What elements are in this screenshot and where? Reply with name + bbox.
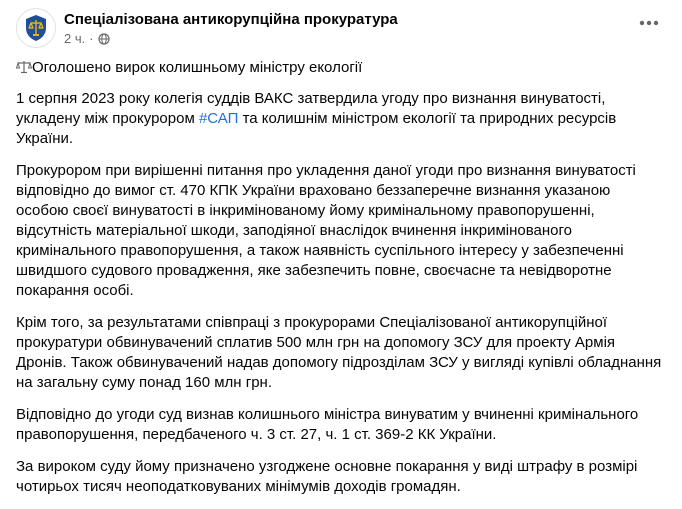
post-header <box>16 8 666 48</box>
post-body <box>16 58 666 509</box>
paragraph-1 <box>16 89 666 149</box>
paragraph-3: Крім того, за результатами співпраці з прокурорами Спеціалізованої антикорупційної прокуратури обвинувачений сплатив 500 млн грн на допомогу ЗСУ для проекту Армія Дронів. Також обвинувачений надав допомогу підрозділам ЗСУ у вигляді купівлі обладнання на загальну суму понад 160 млн грн. <box>16 314 662 391</box>
paragraph-1-end: та колишнім міністром екології та природних ресурсів України. <box>16 110 617 147</box>
meta-separator: · <box>89 31 94 46</box>
paragraph-5: За вироком суду йому призначено узгоджене основне покарання у виді штрафу в розмірі чотирьох тисяч неоподатковуваних мінімумів доходів громадян. <box>16 458 638 495</box>
post-title-text: Оголошено вирок колишньому міністру екології <box>32 59 363 76</box>
paragraph-2: Прокурором при вирішенні питання про укладення даної угоди про визнання винуватості відповідно до вимог ст. 470 КПК України враховано беззаперечне визнання указаною особою своєї винуватості в інкримінованому йому кримінальному правопорушенні, відсутність матеріальної шкоди, заподіяної внаслідок вчинення інкримінованого кримінального правопорушення, а також наявність суспільного інтересу у забезпеченні швидшого судового провадження, яке забезпечить повне, своєчасне та невідворотне покарання особі. <box>16 162 636 299</box>
post-timestamp[interactable]: 2 ч. <box>64 31 86 46</box>
paragraph-4: Відповідно до угоди суд визнав колишнього міністра винуватим у вчиненні кримінального правопорушення, передбаченого ч. 3 ст. 27, ч. 1 ст. 369-2 КК України. <box>16 406 639 443</box>
paragraph-1-start: 1 серпня 2023 року колегія суддів ВАКС затвердила угоду про визнання винуватості, укладену між прокурором <box>16 90 606 127</box>
more-dots-icon <box>639 20 659 26</box>
post-meta <box>64 31 110 46</box>
post-options-button[interactable] <box>632 10 666 36</box>
page-name-link[interactable]: Спеціалізована антикорупційна прокуратура <box>64 11 398 28</box>
scales-icon <box>16 60 32 74</box>
globe-icon <box>98 33 110 45</box>
page-avatar[interactable] <box>16 8 56 48</box>
post-title-line <box>16 58 666 78</box>
hashtag-link[interactable]: #САП <box>198 110 239 127</box>
prosecutor-logo-icon <box>24 14 48 42</box>
